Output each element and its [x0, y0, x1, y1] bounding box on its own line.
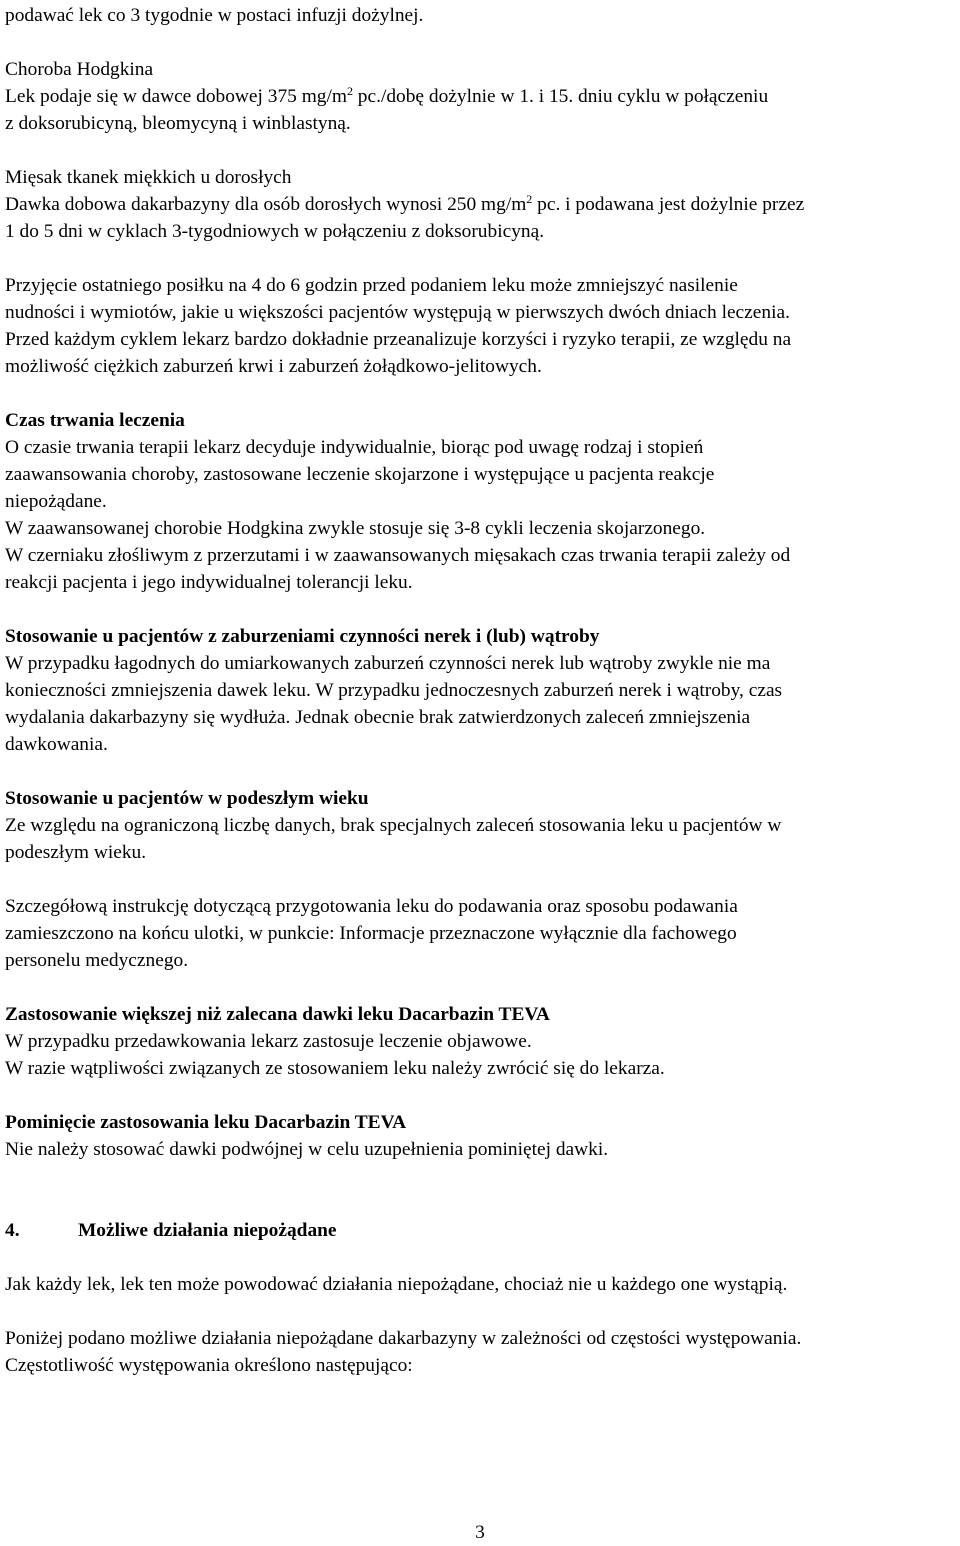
hodgkin-line-1: [5, 83, 960, 110]
meal-line-4: możliwość ciężkich zaburzeń krwi i zaburzeń żołądkowo-jelitowych.: [5, 356, 542, 377]
overdose-line-1: W przypadku przedawkowania lekarz zastosuje leczenie objawowe.: [5, 1031, 532, 1052]
duration-line-6: reakcji pacjenta i jego indywidualnej tolerancji leku.: [5, 572, 413, 593]
meal-paragraph: [5, 272, 960, 380]
missed-dose-section: [5, 1109, 960, 1163]
instructions-line-3: personelu medycznego.: [5, 950, 189, 971]
renal-line-1: W przypadku łagodnych do umiarkowanych zaburzeń czynności nerek lub wątroby zwykle nie ma: [5, 653, 771, 674]
overdose-title: Zastosowanie większej niż zalecana dawki leku Dacarbazin TEVA: [5, 1004, 550, 1025]
missed-dose-title: Pominięcie zastosowania leku Dacarbazin TEVA: [5, 1112, 407, 1133]
duration-section: [5, 407, 960, 596]
overdose-section: [5, 1001, 960, 1082]
renal-line-3: wydalania dakarbazyny się wydłuża. Jednak obecnie brak zatwierdzonych zaleceń zmniejszenia: [5, 707, 751, 728]
missed-dose-line-1: Nie należy stosować dawki podwójnej w celu uzupełnienia pominiętej dawki.: [5, 1139, 609, 1160]
section-4-number: 4.: [5, 1220, 20, 1241]
duration-title: Czas trwania leczenia: [5, 410, 185, 431]
duration-line-1: O czasie trwania terapii lekarz decyduje indywidualnie, biorąc pod uwagę rodzaj i stopień: [5, 437, 704, 458]
sarcoma-superscript: 2: [526, 192, 533, 206]
sarcoma-line-2: 1 do 5 dni w cyklach 3-tygodniowych w połączeniu z doksorubicyną.: [5, 221, 545, 242]
sarcoma-line-1: [5, 191, 960, 218]
hodgkin-line-1-text: Lek podaje się w dawce dobowej 375 mg/m: [5, 86, 347, 107]
sarcoma-line-1-text: Dawka dobowa dakarbazyny dla osób dorosłych wynosi 250 mg/m: [5, 194, 527, 215]
duration-line-3: niepożądane.: [5, 491, 107, 512]
section-4-paragraph-2: [5, 1325, 960, 1379]
sarcoma-section: [5, 164, 960, 245]
elderly-line-2: podeszłym wieku.: [5, 842, 147, 863]
intro-paragraph: [5, 2, 960, 29]
sarcoma-title: Mięsak tkanek miękkich u dorosłych: [5, 167, 292, 188]
elderly-line-1: Ze względu na ograniczoną liczbę danych, brak specjalnych zaleceń stosowania leku u pacjentów w: [5, 815, 782, 836]
intro-line: podawać lek co 3 tygodnie w postaci infuzji dożylnej.: [5, 5, 424, 26]
section-4-title: Możliwe działania niepożądane: [78, 1220, 337, 1241]
sarcoma-line-1-rest: pc. i podawana jest dożylnie przez: [532, 194, 805, 215]
duration-line-2: zaawansowania choroby, zastosowane leczenie skojarzone i występujące u pacjenta reakcje: [5, 464, 715, 485]
elderly-section: [5, 785, 960, 866]
renal-line-2: konieczności zmniejszenia dawek leku. W przypadku jednoczesnych zaburzeń nerek i wątroby, czas: [5, 680, 783, 701]
hodgkin-line-2: z doksorubicyną, bleomycyną i winblastyną.: [5, 113, 351, 134]
renal-section: [5, 623, 960, 758]
renal-title: Stosowanie u pacjentów z zaburzeniami czynności nerek i (lub) wątroby: [5, 626, 600, 647]
instructions-paragraph: [5, 893, 960, 974]
hodgkin-section: [5, 56, 960, 137]
page-number: 3: [475, 1522, 485, 1543]
meal-line-2: nudności i wymiotów, jakie u większości pacjentów występują w pierwszych dwóch dniach leczenia.: [5, 302, 790, 323]
meal-line-3: Przed każdym cyklem lekarz bardzo dokładnie przeanalizuje korzyści i ryzyko terapii, ze względu na: [5, 329, 792, 350]
section-4: [5, 1217, 960, 1379]
elderly-title: Stosowanie u pacjentów w podeszłym wieku: [5, 788, 369, 809]
section-4-paragraph-2-line-1: Poniżej podano możliwe działania niepożądane dakarbazyny w zależności od częstości występowania.: [5, 1328, 802, 1349]
document-page: [5, 2, 960, 1379]
section-4-paragraph-2-line-2: Częstotliwość występowania określono następująco:: [5, 1355, 413, 1376]
instructions-line-1: Szczegółową instrukcję dotyczącą przygotowania leku do podawania oraz sposobu podawania: [5, 896, 738, 917]
duration-line-5: W czerniaku złośliwym z przerzutami i w zaawansowanych mięsakach czas trwania terapii zależy od: [5, 545, 791, 566]
renal-line-4: dawkowania.: [5, 734, 108, 755]
section-4-paragraph-1: Jak każdy lek, lek ten może powodować działania niepożądane, chociaż nie u każdego one wystąpią.: [5, 1274, 788, 1295]
overdose-line-2: W razie wątpliwości związanych ze stosowaniem leku należy zwrócić się do lekarza.: [5, 1058, 665, 1079]
meal-line-1: Przyjęcie ostatniego posiłku na 4 do 6 godzin przed podaniem leku może zmniejszyć nasilenie: [5, 275, 738, 296]
instructions-line-2: zamieszczono na końcu ulotki, w punkcie: Informacje przeznaczone wyłącznie dla fachowego: [5, 923, 737, 944]
section-4-heading: [5, 1217, 960, 1244]
hodgkin-line-1-rest: pc./dobę dożylnie w 1. i 15. dniu cyklu w połączeniu: [352, 86, 769, 107]
hodgkin-superscript: 2: [346, 84, 353, 98]
hodgkin-title: Choroba Hodgkina: [5, 59, 154, 80]
duration-line-4: W zaawansowanej chorobie Hodgkina zwykle stosuje się 3-8 cykli leczenia skojarzonego.: [5, 518, 706, 539]
